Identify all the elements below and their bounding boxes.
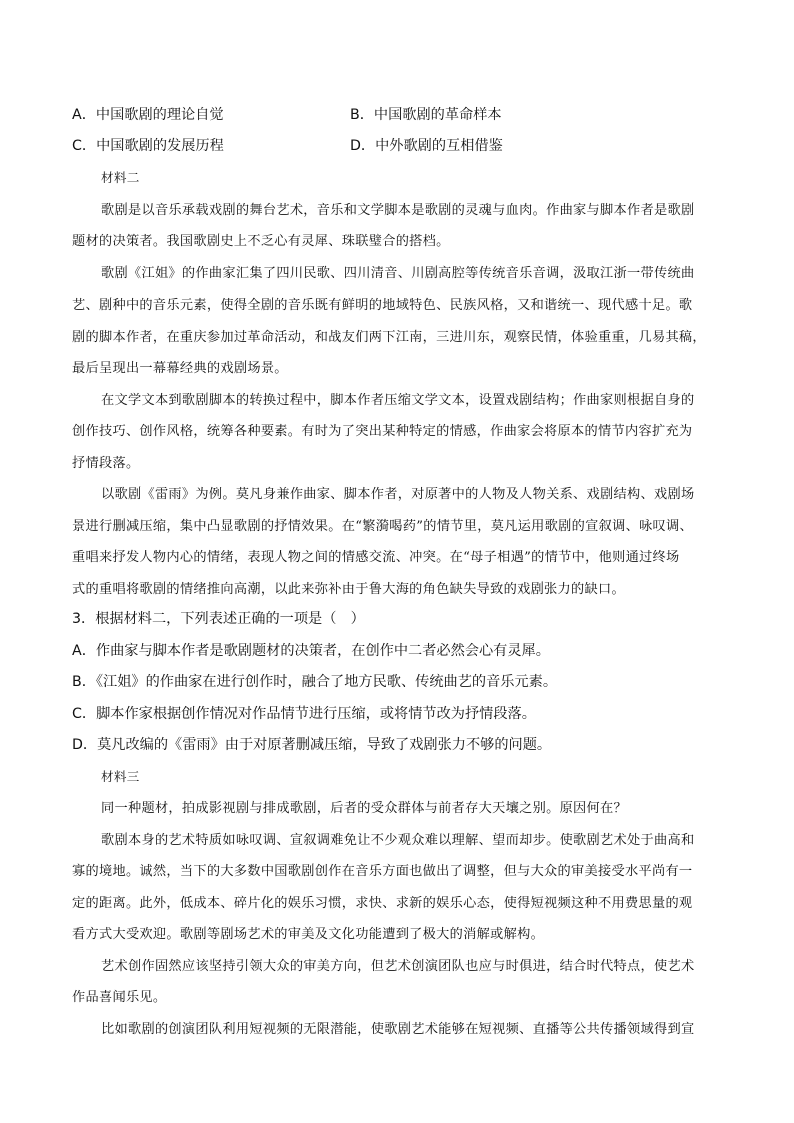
q2-option-c: C．中国歌剧的发展历程 [72, 138, 224, 154]
paragraph-line: 最后呈现出一幕幕经典的戏剧场景。 [72, 361, 288, 376]
paragraph-line: 看方式大受欢迎。歌剧等剧场艺术的审美及文化功能遭到了极大的消解或解构。 [72, 927, 545, 942]
material3-label: 材料三 [101, 769, 140, 784]
question-3-stem: 3．根据材料二，下列表述正确的一项是（ ） [72, 611, 365, 627]
paragraph-line: 以歌剧《雷雨》为例。莫凡身兼作曲家、脚本作者，对原著中的人物及人物关系、戏剧结构、戏剧场 [101, 487, 695, 502]
paragraph-line: 艺术创作固然应该坚持引领大众的审美方向，但艺术创演团队也应与时俱进，结合时代特点，使艺术 [101, 959, 695, 974]
paragraph-line: 同一种题材，拍成影视剧与排成歌剧，后者的受众群体与前者存大天壤之别。原因何在？ [101, 801, 628, 816]
q3-option-b: B．《江姐》的作曲家在进行创作时，融合了地方民歌、传统曲艺的音乐元素。 [72, 674, 558, 690]
paragraph-line: 景进行删减压缩，集中凸显歌剧的抒情效果。在“繁漪喝药”的情节里，莫凡运用歌剧的宣叙调、咏叹调、 [72, 519, 694, 534]
paragraph-line: 创作技巧、创作风格，统筹各种要素。有时为了突出某种特定的情感，作曲家会将原本的情节内容扩充为 [72, 424, 693, 439]
paragraph-line: 作品喜闻乐见。 [72, 990, 167, 1005]
q3-option-c: C．脚本作家根据创作情况对作品情节进行压缩，或将情节改为抒情段落。 [72, 706, 536, 722]
q3-option-d: D．莫凡改编的《雷雨》由于对原著删减压缩，导致了戏剧张力不够的问题。 [72, 737, 552, 753]
paragraph-line: 歌剧《江姐》的作曲家汇集了四川民歌、四川清音、川剧高腔等传统音乐音调，汲取江浙一带传统曲 [101, 266, 695, 281]
paragraph-line: 重唱来抒发人物内心的情绪，表现人物之间的情感交流、冲突。在“母子相遇”的情节中，他则通过终场 [72, 550, 680, 565]
paragraph-line: 题材的决策者。我国歌剧史上不乏心有灵犀、珠联璧合的搭档。 [72, 234, 450, 249]
material2-label: 材料二 [101, 170, 140, 185]
paragraph-line: 寡的境地。诚然，当下的大多数中国歌剧创作在音乐方面也做出了调整，但与大众的审美接受水平尚有一 [72, 864, 693, 879]
paragraph-line: 歌剧是以音乐承载戏剧的舞台艺术，音乐和文学脚本是歌剧的灵魂与血肉。作曲家与脚本作者是歌剧 [101, 203, 695, 218]
paragraph-line: 定的距离。此外，低成本、碎片化的娱乐习惯，求快、求新的娱乐心态，使得短视频这种不用费思量的观 [72, 896, 693, 911]
q2-option-a: A．中国歌剧的理论自觉 [72, 107, 224, 123]
paragraph-line: 剧的脚本作者，在重庆参加过革命活动，和战友们两下江南，三进川东，观察民情，体验重重，几易其稿， [72, 330, 706, 345]
q2-option-d: D．中外歌剧的互相借鉴 [350, 138, 503, 154]
paragraph-line: 在文学文本到歌剧脚本的转换过程中，脚本作者压缩文学文本，设置戏剧结构；作曲家则根据自身的 [101, 393, 695, 408]
q2-option-b: B．中国歌剧的革命样本 [350, 107, 502, 123]
paragraph-line: 歌剧本身的艺术特质如咏叹调、宣叙调难免让不少观众难以理解、望而却步。使歌剧艺术处于曲高和 [101, 833, 695, 848]
paragraph-line: 抒情段落。 [72, 456, 140, 471]
paragraph-line: 艺、剧种中的音乐元素，使得全剧的音乐既有鲜明的地域特色、民族风格，又和谐统一、现代感十足。歌 [72, 298, 693, 313]
paragraph-line: 式的重唱将歌剧的情绪推向高潮，以此来弥补由于鲁大海的角色缺失导致的戏剧张力的缺口。 [72, 582, 625, 597]
paragraph-line: 比如歌剧的创演团队利用短视频的无限潜能，使歌剧艺术能够在短视频、直播等公共传播领域得到宣 [101, 1022, 695, 1037]
q3-option-a: A．作曲家与脚本作者是歌剧题材的决策者，在创作中二者必然会心有灵犀。 [72, 643, 550, 659]
